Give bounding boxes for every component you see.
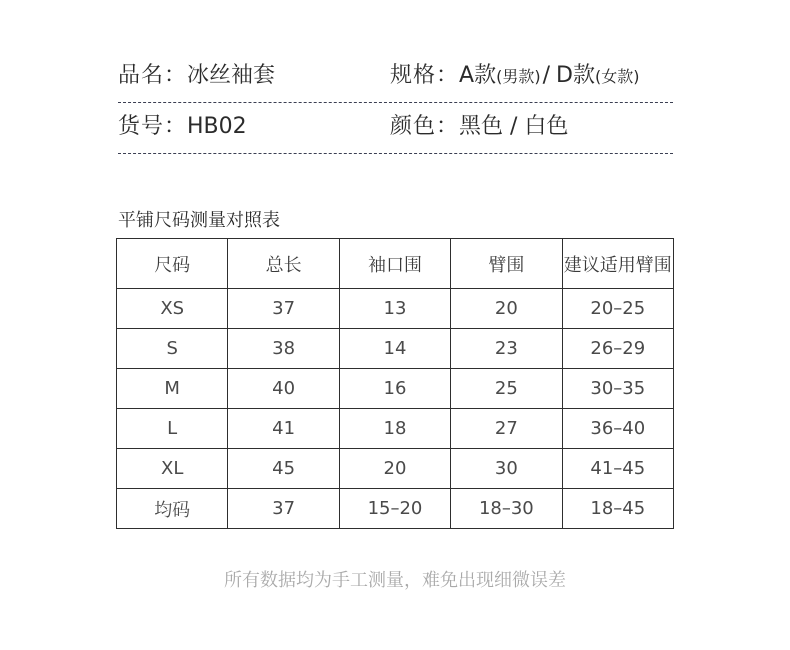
header-cell-length: 总长 <box>228 239 339 289</box>
table-cell: 40 <box>228 369 339 409</box>
header-cell-recommended-arm: 建议适用臂围 <box>562 239 673 289</box>
table-cell: 41 <box>228 409 339 449</box>
table-cell: 26–29 <box>562 329 673 369</box>
product-name-label: 品名： <box>118 63 188 88</box>
size-table <box>116 238 674 529</box>
table-cell: 18–30 <box>451 489 562 529</box>
table-cell: 38 <box>228 329 339 369</box>
measurement-disclaimer: 所有数据均为手工测量，难免出现细微误差 <box>224 570 566 591</box>
product-spec <box>390 50 639 101</box>
table-row <box>117 489 674 529</box>
table-cell: 23 <box>451 329 562 369</box>
table-cell: 45 <box>228 449 339 489</box>
table-cell: XS <box>117 289 228 329</box>
table-row <box>117 329 674 369</box>
table-row <box>117 289 674 329</box>
spec-a-note: (男款) <box>496 67 541 86</box>
product-info-row-1 <box>118 50 673 103</box>
table-row <box>117 369 674 409</box>
table-cell: 37 <box>228 489 339 529</box>
table-cell: 均码 <box>117 489 228 529</box>
header-cell-arm: 臂围 <box>451 239 562 289</box>
table-header-row <box>117 239 674 289</box>
header-cell-size: 尺码 <box>117 239 228 289</box>
table-cell: 41–45 <box>562 449 673 489</box>
table-row <box>117 449 674 489</box>
table-cell: 36–40 <box>562 409 673 449</box>
table-cell: 15–20 <box>339 489 450 529</box>
table-cell: 13 <box>339 289 450 329</box>
table-cell: 37 <box>228 289 339 329</box>
table-cell: XL <box>117 449 228 489</box>
table-cell: 25 <box>451 369 562 409</box>
product-color <box>390 101 568 152</box>
table-cell: 20–25 <box>562 289 673 329</box>
product-sku-label: 货号： <box>118 114 188 139</box>
product-name <box>118 50 275 101</box>
table-cell: 18 <box>339 409 450 449</box>
spec-d-note: (女款) <box>594 67 640 86</box>
table-cell: 30 <box>451 449 562 489</box>
header-cell-cuff: 袖口围 <box>339 239 450 289</box>
table-cell: 30–35 <box>562 369 673 409</box>
table-cell: 20 <box>339 449 450 489</box>
product-spec-label: 规格： <box>390 63 460 88</box>
product-color-value: 黑色 / 白色 <box>459 114 569 139</box>
table-cell: 18–45 <box>562 489 673 529</box>
spec-a: A款 <box>459 63 497 88</box>
table-cell: 20 <box>451 289 562 329</box>
table-title: 平铺尺码测量对照表 <box>118 210 280 231</box>
table-cell: L <box>117 409 228 449</box>
product-sku <box>118 101 247 152</box>
table-cell: 14 <box>339 329 450 369</box>
product-color-label: 颜色： <box>390 114 460 139</box>
table-cell: M <box>117 369 228 409</box>
product-name-value: 冰丝袖套 <box>187 63 276 88</box>
table-cell: 16 <box>339 369 450 409</box>
product-info-row-2 <box>118 101 673 154</box>
table-cell: S <box>117 329 228 369</box>
table-cell: 27 <box>451 409 562 449</box>
table-row <box>117 409 674 449</box>
spec-d: D款 <box>556 63 595 88</box>
product-sku-value: HB02 <box>187 114 247 139</box>
spec-separator: / <box>542 63 550 88</box>
